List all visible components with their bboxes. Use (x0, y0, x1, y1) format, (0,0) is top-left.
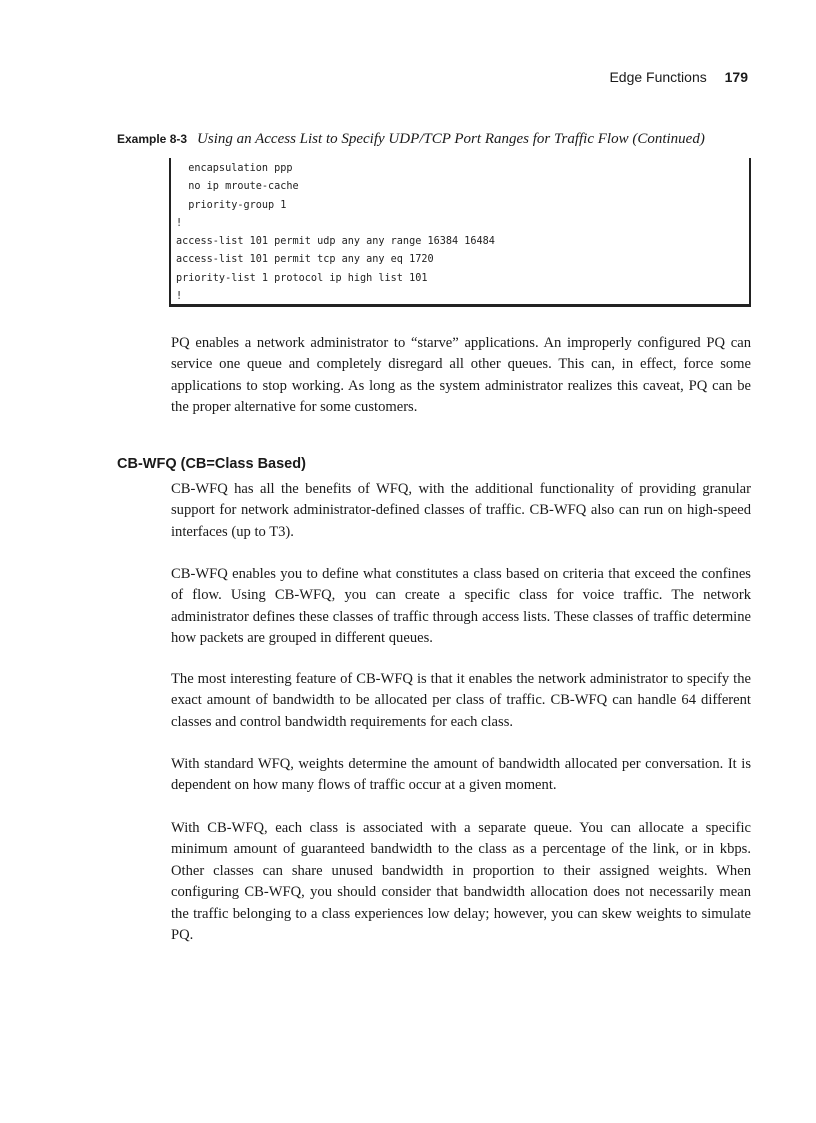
code-line: access-list 101 permit udp any any range 16384 16484 (176, 236, 495, 248)
body-paragraph: CB-WFQ enables you to define what constitutes a class based on criteria that exceed the confines of flow. Using CB-WFQ, you can create a specific class for voice traffic. The network administrator defines these classes of traffic through access lists. These classes of traffic determine how packets are grouped in different queues. (171, 566, 751, 647)
body-paragraph: With CB-WFQ, each class is associated with a separate queue. You can allocate a specific minimum amount of guaranteed bandwidth to the class as a percentage of the link, or in kbps. Other classes can share unused bandwidth in proportion to their assigned weights. When configuring CB-WFQ, you should consider that bandwidth allocation does not necessarily mean the traffic belonging to a class experiences low delay; however, you can skew weights to simulate PQ. (171, 820, 751, 944)
example-title: Using an Access List to Specify UDP/TCP Port Ranges for Traffic Flow (Continued) (197, 131, 705, 147)
code-line: ! (176, 217, 183, 229)
running-head-section: Edge Functions (609, 69, 707, 85)
body-paragraph: The most interesting feature of CB-WFQ is that it enables the network administrator to specify the exact amount of bandwidth to be allocated per class of traffic. CB-WFQ can handle 64 different classes and control bandwidth requirements for each class. (171, 671, 751, 730)
code-line: priority-group 1 (176, 199, 287, 211)
page-number: 179 (724, 69, 748, 85)
code-line: priority-list 1 protocol ip high list 101 (176, 272, 428, 284)
code-line: no ip mroute-cache (176, 181, 299, 193)
code-line: ! (176, 291, 183, 303)
example-caption (117, 130, 705, 148)
example-label: Example 8-3 (117, 132, 188, 146)
code-line: access-list 101 permit tcp any any eq 1720 (176, 254, 434, 266)
code-listing (169, 158, 751, 307)
body-paragraph: With standard WFQ, weights determine the amount of bandwidth allocated per conversation. It is dependent on how many flows of traffic occur at a given moment. (171, 756, 751, 794)
body-paragraph: CB-WFQ has all the benefits of WFQ, with the additional functionality of providing granular support for network administrator-defined classes of traffic. CB-WFQ also can run on high-speed interfaces (up to T3). (171, 481, 751, 540)
running-head (609, 69, 748, 85)
code-line: encapsulation ppp (176, 163, 293, 174)
intro-paragraph: PQ enables a network administrator to “starve” applications. An improperly configured PQ can service one queue and completely disregard all other queues. This can, in effect, force some applications to stop working. As long as the system administrator realizes this caveat, PQ can be the proper alternative for some customers. (171, 335, 751, 416)
section-heading: CB-WFQ (CB=Class Based) (117, 456, 306, 472)
